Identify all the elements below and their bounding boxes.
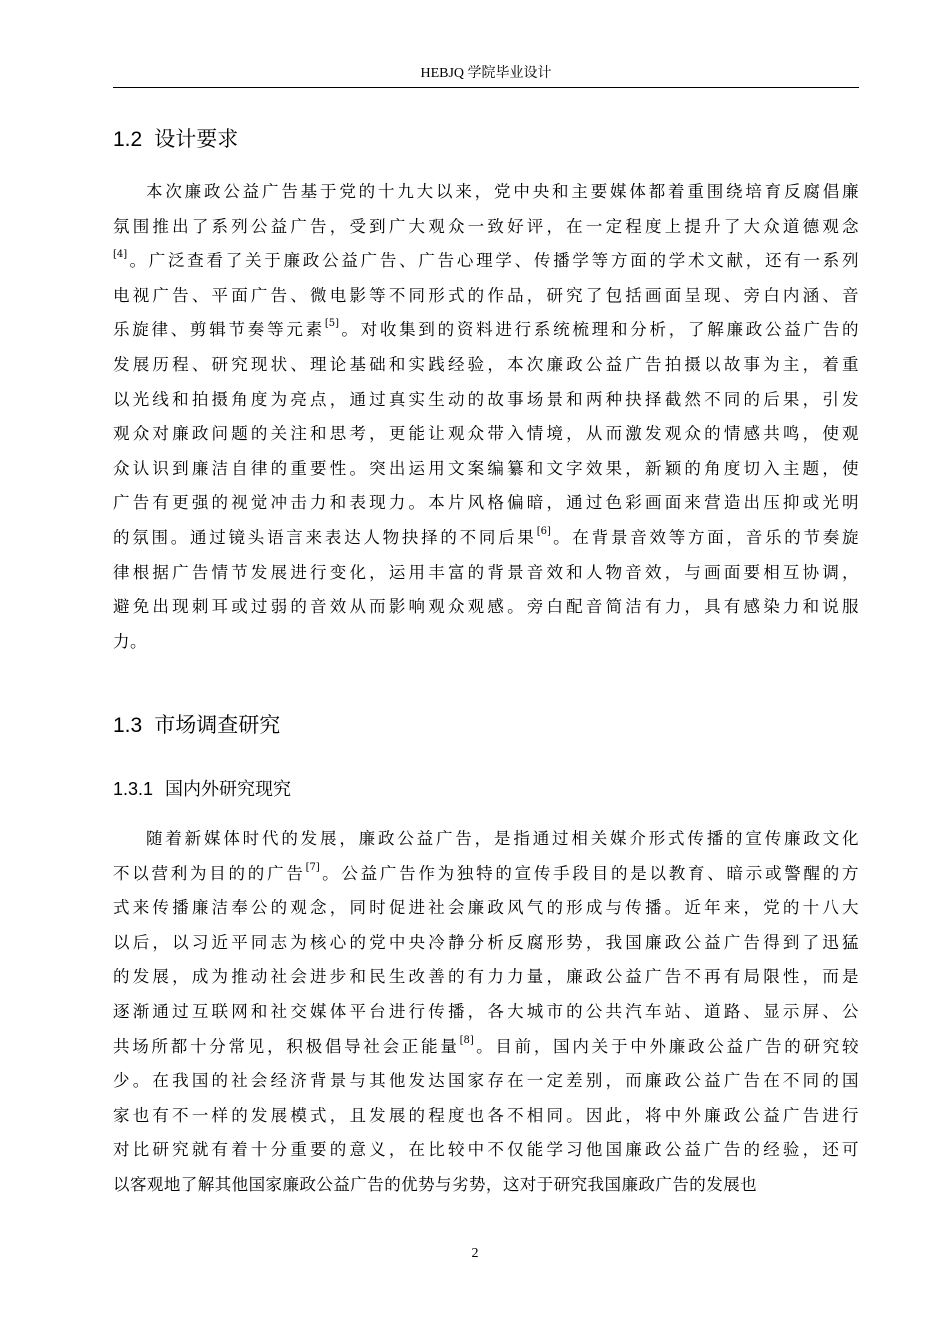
text-line: [113, 590, 859, 625]
line-text: 观众对廉政问题的关注和思考，更能让观众带入情境，从而激发观众的情感共鸣，使观: [113, 424, 859, 444]
text-line: [113, 210, 859, 245]
text-line: [113, 995, 859, 1030]
line-text: 发展历程、研究现状、理论基础和实践经验，本次廉政公益广告拍摄以故事为主，着重: [113, 354, 859, 374]
text-line: [113, 486, 859, 521]
citation-ref: [8]: [459, 1034, 474, 1046]
section-number: 1.3: [113, 714, 143, 737]
line-text: 乐旋律、剪辑节奏等元素: [113, 320, 325, 340]
line-text-continued: 。目前，国内关于中外廉政公益广告的研究较: [473, 1036, 859, 1056]
page-number: 2: [471, 1246, 479, 1261]
citation-ref: [5]: [324, 318, 340, 330]
line-text: 本次廉政公益广告基于党的十九大以来，党中央和主要媒体都着重围绕培育反腐倡廉: [146, 182, 859, 201]
line-text: 不以营利为目的的广告: [113, 863, 306, 883]
line-text: 共场所都十分常见，积极倡导社会正能量: [113, 1036, 460, 1056]
section-number: 1.2: [113, 128, 143, 151]
line-text: 家也有不一样的发展模式，且发展的程度也各不相同。因此，将中外廉政公益广告进行: [113, 1105, 859, 1125]
line-text: 的发展，成为推动社会进步和民生改善的有力力量，廉政公益广告不再有局限性，而是: [113, 967, 859, 987]
text-line: [113, 857, 859, 892]
line-text: 广告有更强的视觉冲击力和表现力。本片风格偏暗，通过色彩画面来营造出压抑或光明: [113, 493, 859, 513]
line-text-continued: 。对收集到的资料进行系统梳理和分析，了解廉政公益广告的: [339, 320, 859, 340]
text-line: [113, 383, 859, 418]
line-text-continued: 。在背景音效等方面，音乐的节奏旋: [550, 527, 859, 547]
line-text: 随着新媒体时代的发展，廉政公益广告，是指通过相关媒介形式传播的宣传廉政文化: [146, 829, 859, 848]
text-line: [113, 1030, 859, 1065]
text-line: [113, 313, 859, 348]
line-text: 以后，以习近平同志为核心的党中央冷静分析反腐形势，我国廉政公益广告得到了迅猛: [113, 932, 859, 952]
line-text: 式来传播廉洁奉公的观念，同时促进社会廉政风气的形成与传播。近年来，党的十八大: [113, 898, 859, 918]
line-text-continued: 。公益广告作为独特的宣传手段目的是以教育、暗示或警醒的方: [319, 863, 860, 883]
line-text: 氛围推出了系列公益广告，受到广大观众一致好评，在一定程度上提升了大众道德观念: [113, 216, 859, 236]
text-line: [113, 417, 859, 452]
section-title: 设计要求: [154, 127, 239, 151]
text-line: [113, 822, 859, 857]
citation-ref: [4]: [113, 249, 128, 261]
running-header: HEBJQ 学院毕业设计: [113, 63, 859, 88]
text-line: [113, 1168, 859, 1203]
line-text: 逐渐通过互联网和社交媒体平台进行传播，各大城市的公共汽车站、道路、显示屏、公: [113, 1001, 859, 1021]
line-text: 以光线和拍摄角度为亮点，通过真实生动的故事场景和两种抉择截然不同的后果，引发: [113, 389, 859, 409]
line-text: 电视广告、平面广告、微电影等不同形式的作品，研究了包括画面呈现、旁白内涵、音: [113, 285, 859, 305]
text-line: [113, 926, 859, 961]
citation-ref: [7]: [305, 861, 320, 873]
line-text: 避免出现刺耳或过弱的音效从而影响观众观感。旁白配音简洁有力，具有感染力和说服: [113, 597, 859, 617]
section-heading-1-2: [113, 125, 238, 154]
line-text: 少。在我国的社会经济背景与其他发达国家存在一定差别，而廉政公益广告在不同的国: [113, 1071, 859, 1091]
text-line: [113, 960, 859, 995]
line-text: 力。: [113, 631, 147, 651]
line-text: 众认识到廉洁自律的重要性。突出运用文案编纂和文字效果，新颖的角度切入主题，使: [113, 458, 859, 478]
text-line: [113, 175, 859, 210]
text-line: [113, 1099, 859, 1134]
paragraph-research-status: [113, 822, 859, 1203]
line-text: 的氛围。通过镜头语言来表达人物抉择的不同后果: [113, 527, 537, 547]
subsection-number: 1.3.1: [113, 779, 154, 799]
text-line: [113, 279, 859, 314]
section-title: 市场调查研究: [154, 713, 281, 737]
text-line: [113, 348, 859, 383]
line-text: 以客观地了解其他国家廉政公益广告的优势与劣势，这对于研究我国廉政广告的发展也: [113, 1174, 758, 1194]
text-line: [113, 1064, 859, 1099]
citation-ref: [6]: [536, 525, 551, 537]
text-line: [113, 1133, 859, 1168]
line-text: 。广泛查看了关于廉政公益广告、广告心理学、传播学等方面的学术文献，还有一系列: [127, 251, 859, 271]
text-line: [113, 521, 859, 556]
line-text: 律根据广告情节发展进行变化，运用丰富的背景音效和人物音效，与画面要相互协调，: [113, 562, 859, 582]
text-line: [113, 891, 859, 926]
text-line: [113, 556, 859, 591]
text-line: [113, 452, 859, 487]
paragraph-design-requirements: [113, 175, 859, 659]
text-line: [113, 625, 859, 660]
section-heading-1-3: [113, 711, 280, 740]
subsection-title: 国内外研究现究: [165, 779, 292, 800]
line-text: 对比研究就有着十分重要的意义，在比较中不仅能学习他国廉政公益广告的经验，还可: [113, 1140, 859, 1160]
subsection-heading-1-3-1: [113, 777, 291, 802]
text-line: [113, 244, 859, 279]
